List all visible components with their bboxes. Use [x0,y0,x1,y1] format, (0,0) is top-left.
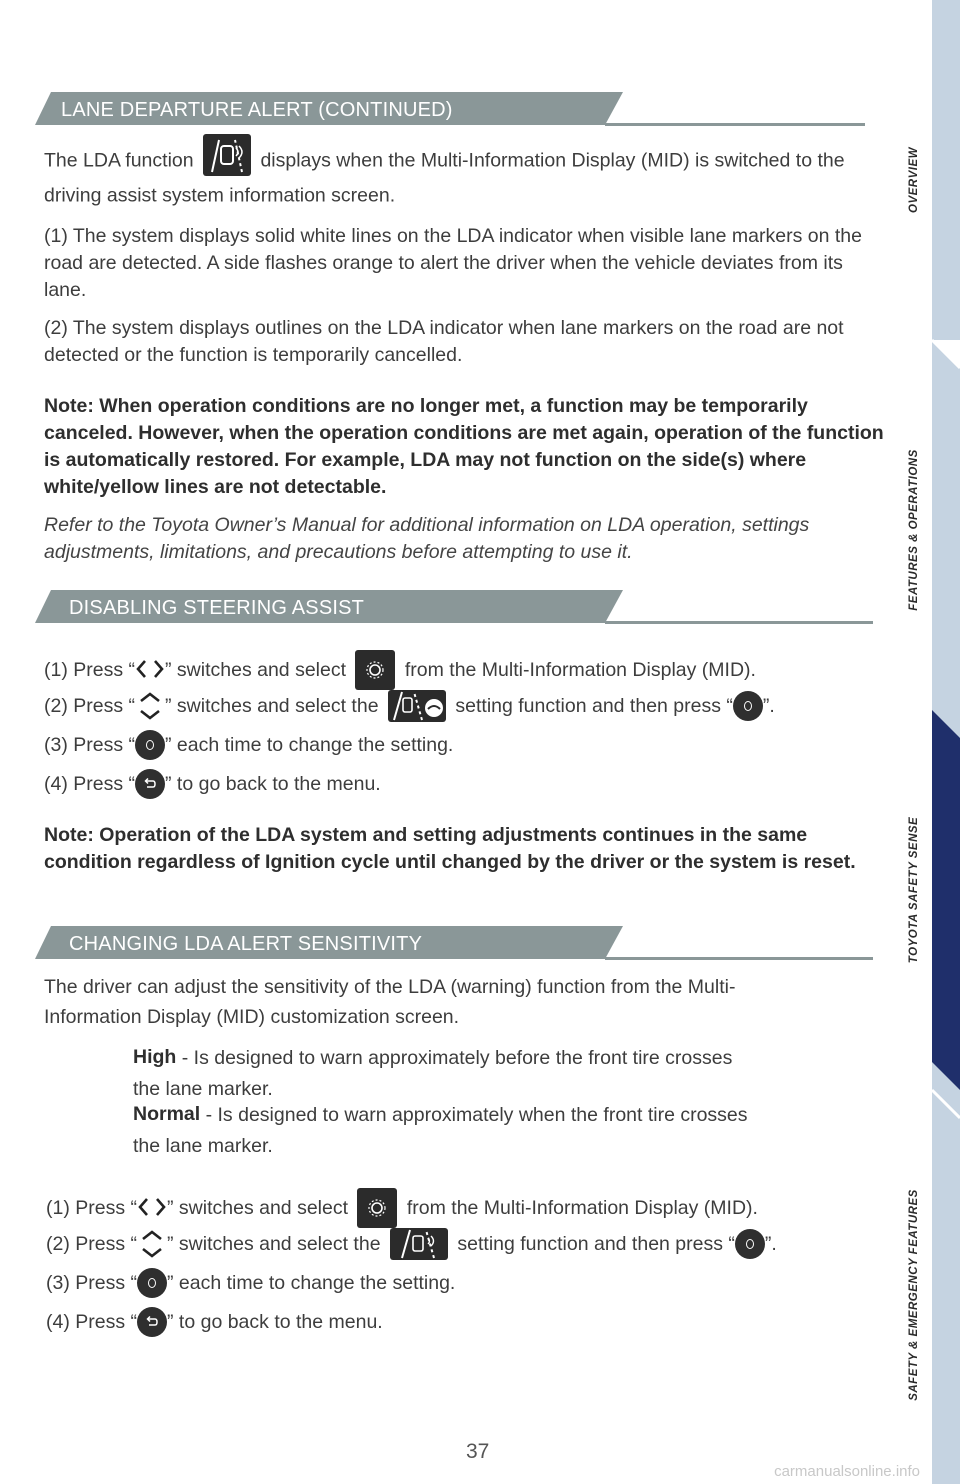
section-title: LANE DEPARTURE ALERT (CONTINUED) [61,99,453,121]
section-title: CHANGING LDA ALERT SENSITIVITY [69,933,423,955]
step-2: (2) Press “ ” switches and select the setting function and then press “ ”. [46,1228,777,1258]
step-1: (1) Press “ ” switches and select from the Multi-Information Display (MID). [44,650,756,680]
ok-button-icon [733,691,763,721]
side-tab-overview[interactable]: OVERVIEW [908,147,921,213]
section-title: DISABLING STEERING ASSIST [69,597,365,619]
disabling-note: Note: Operation of the LDA system and setting adjustments continues in the same condition regardless of Ignition cycle until changed by the driver or the system is reset. [44,824,856,873]
section-header-sensitivity [35,926,875,962]
step-3: (3) Press “ ” each time to change the setting. [46,1267,455,1297]
lda-intro: The LDA function displays when the Multi-Information Display (MID) is switched to the driving assist system information screen. [44,140,884,209]
lda-refer: Refer to the Toyota Owner’s Manual for additional information on LDA operation, settings adjustments, limitations, and precautions before attempting to use it. [44,514,810,563]
left-right-arrows-icon [135,655,165,685]
section-header-disabling [35,590,875,626]
lda-paragraph-1: (1) The system displays solid white lines on the LDA indicator when visible lane markers on the road are detected. A side flashes orange to alert the driver when the vehicle deviates from its lane. [44,225,862,301]
sensitivity-intro: The driver can adjust the sensitivity of the LDA (warning) function from the Multi-Information Display (MID) customization screen. [44,976,736,1028]
side-tab-safety-emergency[interactable]: SAFETY & EMERGENCY FEATURES [908,1189,920,1401]
up-down-arrows-icon [135,691,165,721]
lda-paragraph-2: (2) The system displays outlines on the LDA indicator when lane markers on the road are not detected or the function is temporarily cancelled. [44,317,844,366]
up-down-arrows-icon [137,1229,167,1259]
back-button-icon [135,769,165,799]
lda-car-icon [203,134,251,176]
steering-assist-icon [388,690,446,722]
sensitivity-high: High - Is designed to warn approximately before the front tire crosses the lane marker. [133,1046,733,1100]
lda-alert-icon [390,1228,448,1260]
ok-button-icon [735,1229,765,1259]
back-button-icon [137,1307,167,1337]
section-header-lda-continued [35,92,865,128]
step-2: (2) Press “ ” switches and select the setting function and then press “ ”. [44,690,775,720]
sensitivity-normal: Normal - Is designed to warn approximately when the front tire crosses the lane marker. [133,1103,748,1157]
step-3: (3) Press “ ” each time to change the setting. [44,729,453,759]
settings-gear-icon [357,1188,397,1228]
page-number: 37 [466,1440,490,1463]
ok-button-icon [137,1268,167,1298]
ok-button-icon [135,730,165,760]
left-right-arrows-icon [137,1193,167,1223]
side-tab-toyota-safety-sense[interactable]: TOYOTA SAFETY SENSE [908,816,920,964]
step-4: (4) Press “ ” to go back to the menu. [44,768,381,798]
step-4: (4) Press “ ” to go back to the menu. [46,1306,383,1336]
settings-gear-icon [355,650,395,690]
watermark: carmanualsonline.info [774,1463,920,1480]
step-1: (1) Press “ ” switches and select from the Multi-Information Display (MID). [46,1188,758,1218]
side-tab-features-operations[interactable]: FEATURES & OPERATIONS [908,449,920,611]
lda-note: Note: When operation conditions are no longer met, a function may be temporarily canceled. However, when the operation conditions are met again, operation of the function is automatically restored. For example, LDA may not function on the side(s) where white/yellow lines are not detectable. [44,395,884,498]
